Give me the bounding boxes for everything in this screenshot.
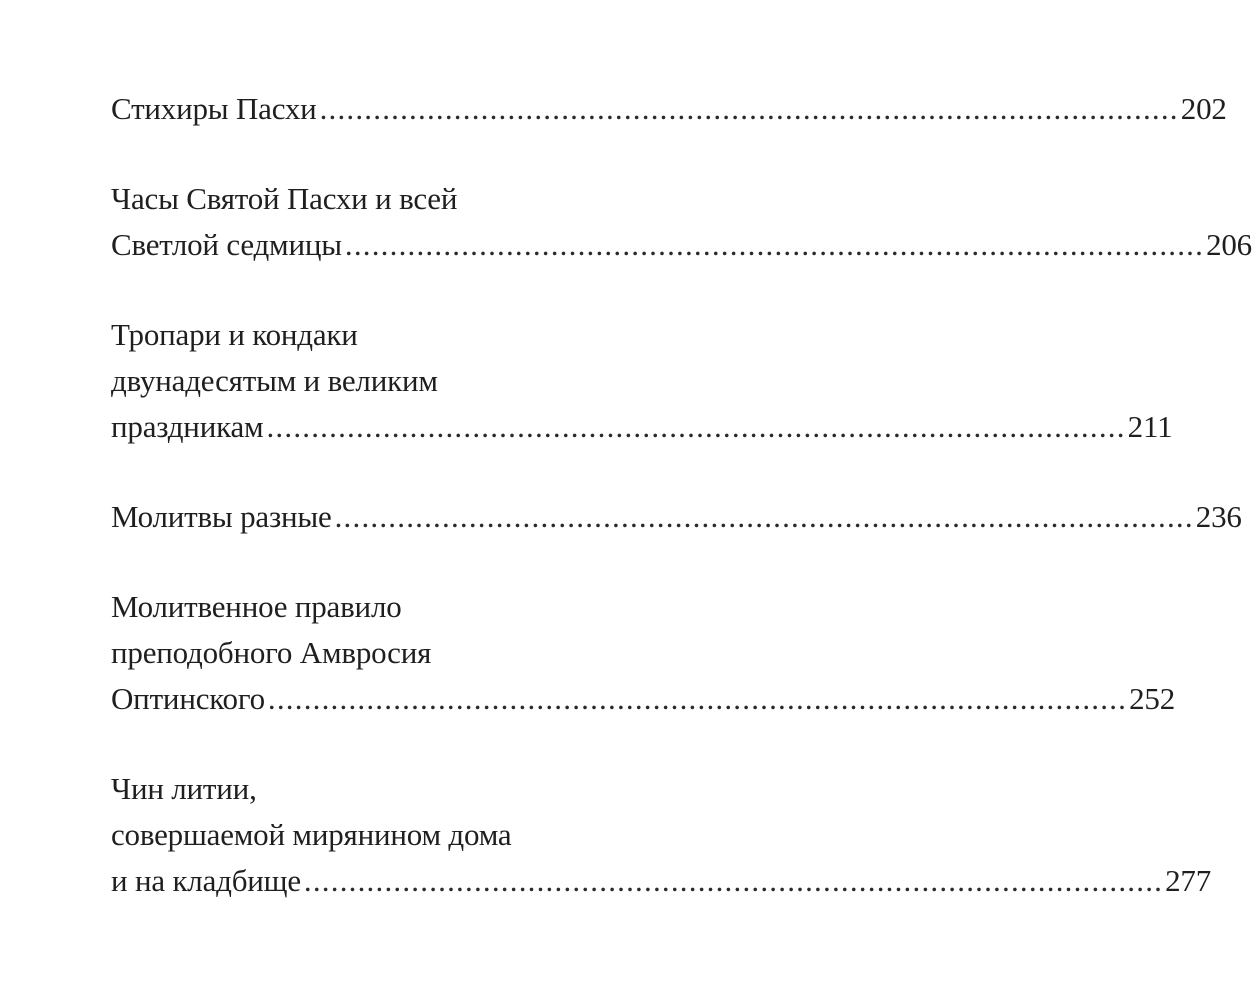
toc-entry-title-line: Тропари и кондаки (111, 317, 358, 352)
toc-page-number: 236 (1195, 499, 1242, 534)
dot-leader: ................................................................................................ (267, 681, 1128, 716)
toc-entry-last-line (111, 222, 1252, 268)
toc-page-number: 277 (1165, 863, 1212, 898)
dot-leader: ................................................................................................ (344, 227, 1205, 262)
toc-entry-last-line (111, 858, 1212, 904)
toc-entry-title-line: двунадесятым и великим (111, 363, 438, 398)
toc-entry-title: Светлой седмицы (111, 227, 342, 262)
table-of-contents (111, 86, 1252, 904)
toc-entry-title-line: Чин литии, (111, 771, 257, 806)
toc-entry (111, 176, 1252, 268)
toc-entry-title: и на кладбище (111, 863, 301, 898)
toc-entry (111, 494, 1242, 540)
toc-entry-title: Стихиры Пасхи (111, 91, 317, 126)
toc-entry-title-line: совершаемой мирянином дома (111, 817, 512, 852)
dot-leader: ................................................................................................ (266, 409, 1126, 444)
toc-entry (111, 766, 1212, 904)
toc-entry-title-line: Часы Святой Пасхи и всей (111, 181, 458, 216)
toc-entry (111, 312, 1173, 450)
dot-leader: ................................................................................................ (319, 91, 1179, 126)
toc-entry-title-line: Молитвенное правило (111, 589, 402, 624)
toc-entry-title: Оптинского (111, 681, 265, 716)
toc-page-number: 252 (1129, 681, 1176, 716)
toc-page-number: 206 (1206, 227, 1252, 262)
toc-page-number: 202 (1180, 91, 1227, 126)
toc-entry-last-line (111, 494, 1242, 540)
toc-entry (111, 584, 1176, 722)
toc-entry-title: праздникам (111, 409, 264, 444)
dot-leader: ................................................................................................ (303, 863, 1164, 898)
dot-leader: ................................................................................................ (334, 499, 1194, 534)
toc-entry-title: Молитвы разные (111, 499, 332, 534)
toc-page-number: 211 (1127, 409, 1173, 444)
toc-entry-last-line (111, 676, 1176, 722)
toc-entry-last-line (111, 86, 1227, 132)
toc-entry-title-line: преподобного Амвросия (111, 635, 432, 670)
toc-entry-last-line (111, 404, 1173, 450)
toc-entry (111, 86, 1227, 132)
